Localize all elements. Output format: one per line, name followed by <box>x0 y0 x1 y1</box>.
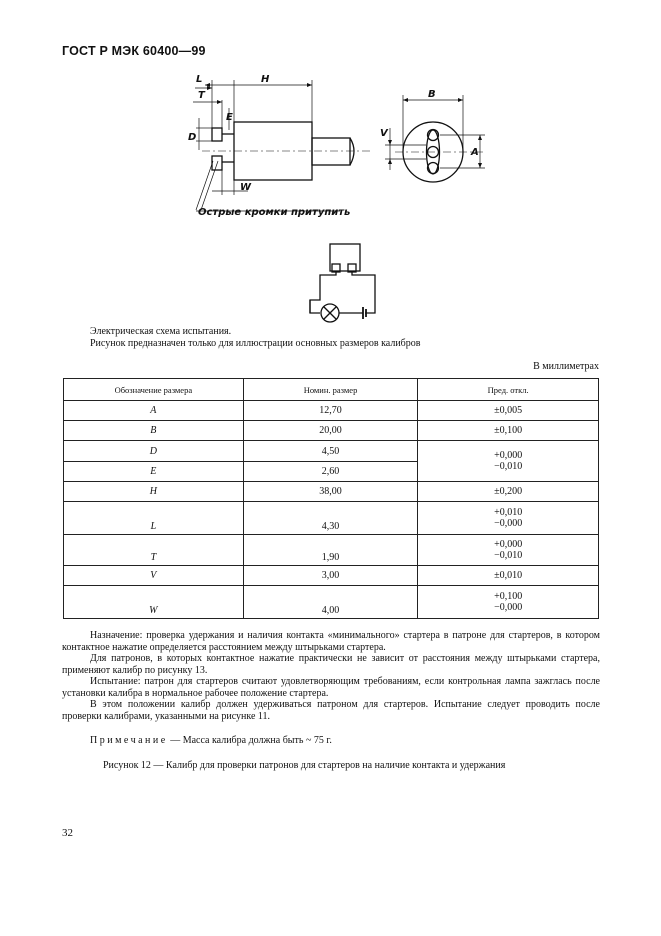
cell-tolerance-merged <box>418 441 599 482</box>
table-row <box>64 566 599 586</box>
cell-name: H <box>64 482 244 502</box>
tol-minus: −0,010 <box>494 461 523 472</box>
cell-nominal: 12,70 <box>243 401 418 421</box>
col-header-tolerance: Пред. откл. <box>418 379 599 401</box>
schema-note: Электрическая схема испытания. <box>90 326 232 337</box>
tol-minus: −0,000 <box>494 518 523 529</box>
table-row <box>64 502 599 535</box>
cell-tolerance: ±0,100 <box>418 421 599 441</box>
cell-nominal: 38,00 <box>243 482 418 502</box>
cell-name: V <box>64 566 244 586</box>
gauge-drawing <box>0 0 661 340</box>
note-label: Примечание <box>90 735 168 746</box>
cell-nominal: 4,50 <box>243 441 418 462</box>
dim-label-T: T <box>198 90 205 101</box>
paragraph-hold: В этом положении калибр должен удерживаться патроном для стартеров. Испытание следует проводить после проверки калибрами, указанными на рисунке 11. <box>62 699 600 722</box>
paragraph-test: Испытание: патрон для стартеров считают удовлетворяющим требованиям, если контрольная лампа зажглась после установки калибра в нормальное рабочее положение стартера. <box>62 676 600 699</box>
cell-name: A <box>64 401 244 421</box>
table-row <box>64 482 599 502</box>
figure-caption: Рисунок 12 — Калибр для проверки патронов для стартеров на наличие контакта и удержания <box>103 760 506 771</box>
cell-nominal: 4,00 <box>243 586 418 619</box>
units-label: В миллиметрах <box>533 361 599 372</box>
table-row <box>64 441 599 462</box>
table-row <box>64 421 599 441</box>
dim-label-H: H <box>261 74 270 85</box>
cell-tolerance: ±0,005 <box>418 401 599 421</box>
tol-minus: −0,010 <box>494 550 523 561</box>
cell-tolerance <box>418 535 599 566</box>
col-header-nominal: Номин. размер <box>243 379 418 401</box>
note <box>90 735 332 746</box>
tol-plus: +0,100 <box>494 591 523 602</box>
paragraph-purpose: Назначение: проверка удержания и наличия контакта «минимального» стартера в патроне для стартеров, в котором контактное нажатие определяется расстоянием между штырьками стартера. <box>62 630 600 653</box>
paragraph-alt-gauge: Для патронов, в которых контактное нажатие практически не зависит от расстояния между штырьками стартера, применяют калибр по рисунку 13. <box>62 653 600 676</box>
cell-name: T <box>64 535 244 566</box>
cell-nominal: 1,90 <box>243 535 418 566</box>
cell-name: B <box>64 421 244 441</box>
cell-nominal: 2,60 <box>243 462 418 482</box>
table-header-row <box>64 379 599 401</box>
cell-name: E <box>64 462 244 482</box>
figure-note: Рисунок предназначен только для иллюстрации основных размеров калибров <box>90 338 421 349</box>
page-number: 32 <box>62 827 73 839</box>
dimension-table <box>63 378 599 619</box>
cell-tolerance <box>418 586 599 619</box>
tol-minus: −0,000 <box>494 602 523 613</box>
cell-tolerance: ±0,010 <box>418 566 599 586</box>
cell-tolerance <box>418 502 599 535</box>
table-row <box>64 401 599 421</box>
upper-pin <box>212 128 222 141</box>
edge-note: Острые кромки притупить <box>198 207 351 218</box>
dim-label-D: D <box>188 132 197 143</box>
dim-label-L: L <box>196 74 203 85</box>
cell-nominal: 3,00 <box>243 566 418 586</box>
cell-tolerance: ±0,200 <box>418 482 599 502</box>
cell-nominal: 4,30 <box>243 502 418 535</box>
tol-plus: +0,010 <box>494 507 523 518</box>
cell-name: W <box>64 586 244 619</box>
gauge-shaft <box>312 138 350 165</box>
tol-plus: +0,000 <box>494 450 523 461</box>
table-row <box>64 535 599 566</box>
table-row <box>64 586 599 619</box>
tol-plus: +0,000 <box>494 539 523 550</box>
note-text: — Масса калибра должна быть ~ 75 г. <box>167 735 332 746</box>
cell-name: D <box>64 441 244 462</box>
dim-label-E: E <box>226 112 233 123</box>
dim-label-B: B <box>428 89 436 100</box>
cell-name: L <box>64 502 244 535</box>
dim-label-W: W <box>240 182 252 193</box>
dim-label-A: A <box>471 147 479 158</box>
col-header-name: Обозначение размера <box>64 379 244 401</box>
document-header: ГОСТ Р МЭК 60400—99 <box>62 44 206 58</box>
cell-nominal: 20,00 <box>243 421 418 441</box>
dim-label-V: V <box>380 128 388 139</box>
